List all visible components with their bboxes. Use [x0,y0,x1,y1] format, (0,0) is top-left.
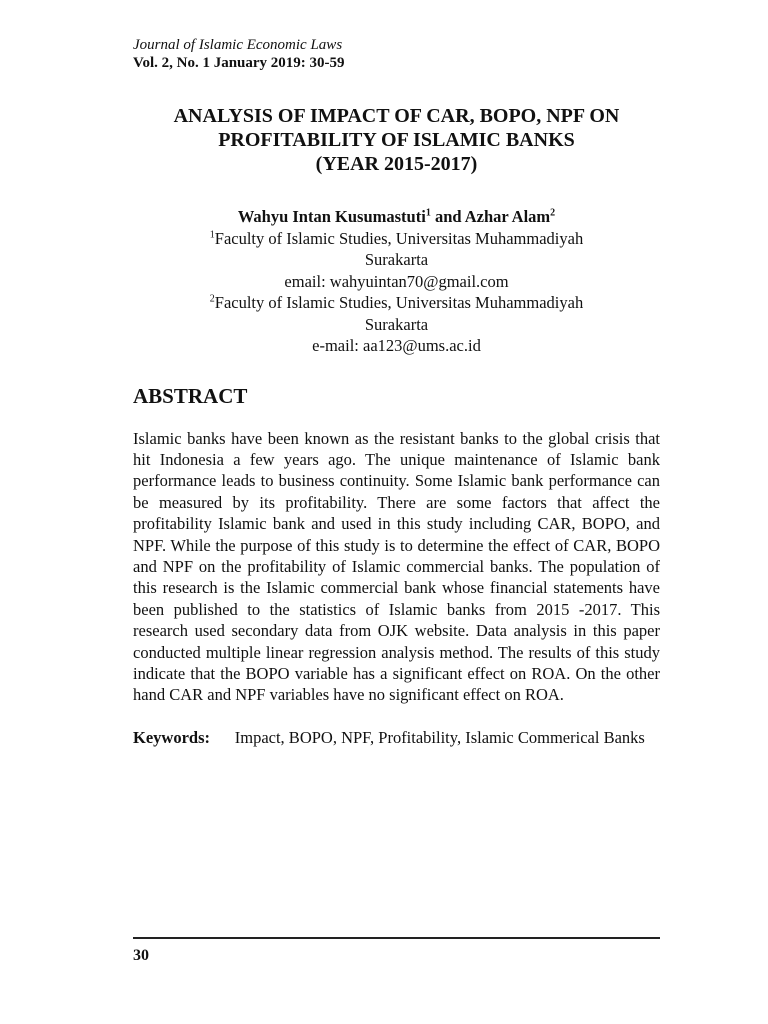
journal-volume: Vol. 2, No. 1 January 2019: 30-59 [133,55,345,71]
author-1-affiliation-mark: 1 [425,207,431,219]
abstract-heading: ABSTRACT [133,383,248,408]
keywords-paragraph [133,727,660,748]
affiliation-1-line-2: Surakarta [364,250,429,269]
affiliation-1-mark: 1 [209,229,215,240]
paper-page [133,36,660,748]
title-line-1: ANALYSIS OF IMPACT OF CAR, BOPO, NPF ON [173,105,620,127]
author-1-name: Wahyu Intan Kusumastuti [237,207,426,226]
journal-name: Journal of Islamic Economic Laws [133,37,343,53]
author-2-email: e-mail: aa123@ums.ac.id [312,336,481,355]
title-line-2: PROFITABILITY OF ISLAMIC BANKS [218,129,575,151]
keywords-text: Impact, BOPO, NPF, Profitability, Islamic Commerical Banks [234,727,645,747]
affiliation-1 [133,228,660,250]
affiliation-2-mark: 2 [209,293,215,305]
author-2-affiliation-mark: 2 [550,207,556,219]
author-block [133,206,660,357]
affiliation-2-line-1: Faculty of Islamic Studies, Universitas Muhammadiyah [214,293,584,312]
page-number: 30 [133,947,149,964]
author-names [133,206,660,228]
author-2-name: Azhar Alam [464,207,551,226]
affiliation-2-line-2: Surakarta [364,314,429,334]
keywords-label: Keywords: [133,727,210,747]
abstract-body: Islamic banks have been known as the resistant banks to the global crisis that hit Indonesia a few years ago. The unique maintenance of Islamic bank performance leads to business continuity. Some Islamic bank performance can be measured by its profitability. There are some factors that affect the profitability Islamic bank and used in this study including CAR, BOPO, and NPF. While the purpose of this study is to determine the effect of CAR, BOPO and NPF on the profitability of Islamic commercial banks. The population of this research is the Islamic commercial bank whose financial statements have been published to the statistics of Islamic banks from 2015 -2017. This research used secondary data from OJK website. Data analysis in this paper conducted multiple linear regression analysis method. The results of this study indicate that the BOPO variable has a significant effect on ROA. On the other hand CAR and NPF variables have no significant effect on ROA. [133,428,660,705]
author-1-email: email: wahyuintan70@gmail.com [284,271,509,291]
title-line-3: (YEAR 2015-2017) [315,153,478,175]
affiliation-2 [133,292,660,314]
author-conjunction: and [430,207,465,226]
affiliation-1-line-1: Faculty of Islamic Studies, Universitas Muhammadiyah [214,228,584,248]
running-header [133,36,660,72]
paper-title [133,104,660,176]
footer-rule [133,937,660,939]
